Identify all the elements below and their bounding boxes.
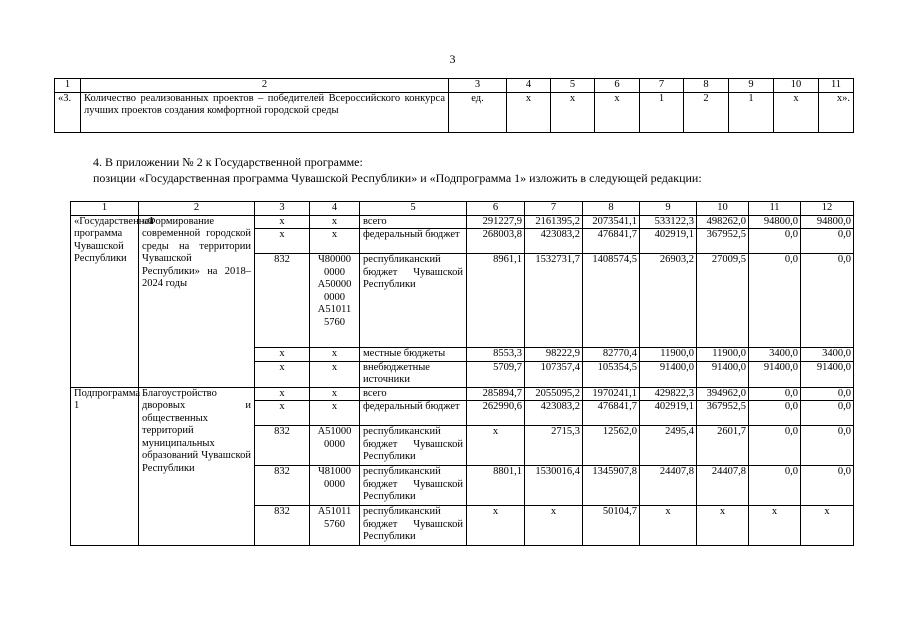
amount-cell: 91400,0 bbox=[801, 361, 854, 387]
amount-cell: 3400,0 bbox=[749, 348, 801, 362]
value-cell: x bbox=[507, 92, 551, 132]
header-cell: 8 bbox=[583, 202, 640, 216]
program-name: Подпрограмма 1 bbox=[71, 387, 139, 546]
amount-cell: 1530016,4 bbox=[525, 466, 583, 506]
header-cell: 4 bbox=[310, 202, 360, 216]
amount-cell: 423083,2 bbox=[525, 401, 583, 426]
table-header-row bbox=[71, 202, 854, 216]
amount-cell: 367952,5 bbox=[697, 401, 749, 426]
admin-code: 832 bbox=[255, 466, 310, 506]
amount-cell: 94800,0 bbox=[749, 215, 801, 229]
header-cell: 3 bbox=[255, 202, 310, 216]
amount-cell: 0,0 bbox=[749, 401, 801, 426]
funding-source: федеральный бюджет bbox=[360, 229, 467, 254]
funding-source: внебюджетные источники bbox=[360, 361, 467, 387]
header-cell: 9 bbox=[640, 202, 697, 216]
amount-cell: x bbox=[801, 506, 854, 546]
paragraph-amendment: 4. В приложении № 2 к Государственной программе: bbox=[93, 155, 363, 169]
page-number: 3 bbox=[449, 52, 456, 66]
amount-cell: 8801,1 bbox=[467, 466, 525, 506]
amount-cell: 268003,8 bbox=[467, 229, 525, 254]
target-article-code: x bbox=[310, 361, 360, 387]
program-title: Благоустройство дворовых и общественных территорий муниципальных образований Чувашской Республики bbox=[139, 387, 255, 546]
header-cell: 6 bbox=[595, 79, 640, 93]
target-article-code: x bbox=[310, 387, 360, 401]
admin-code: x bbox=[255, 229, 310, 254]
amount-cell: x bbox=[749, 506, 801, 546]
value-cell: x bbox=[595, 92, 640, 132]
amount-cell: 5709,7 bbox=[467, 361, 525, 387]
admin-code: x bbox=[255, 401, 310, 426]
program-title: «Формирование современной городской среды на территории Чувашской Республики» на 2018–2024 годы bbox=[139, 215, 255, 387]
program-name: «Государственная программа Чувашской Республики bbox=[71, 215, 139, 387]
funding-source: республиканский бюджет Чувашской Республики bbox=[360, 466, 467, 506]
amount-cell: 98222,9 bbox=[525, 348, 583, 362]
indicators-table bbox=[54, 78, 854, 133]
header-cell: 4 bbox=[507, 79, 551, 93]
funding-source: республиканский бюджет Чувашской Республики bbox=[360, 426, 467, 466]
amount-cell: 2601,7 bbox=[697, 426, 749, 466]
amount-cell: x bbox=[525, 506, 583, 546]
row-number: «3. bbox=[55, 92, 81, 132]
target-article-code: А51011 5760 bbox=[310, 506, 360, 546]
amount-cell: 498262,0 bbox=[697, 215, 749, 229]
unit-cell: ед. bbox=[449, 92, 507, 132]
funding-source: местные бюджеты bbox=[360, 348, 467, 362]
header-cell: 1 bbox=[55, 79, 81, 93]
amount-cell: 0,0 bbox=[749, 387, 801, 401]
amount-cell: 2495,4 bbox=[640, 426, 697, 466]
amount-cell: 0,0 bbox=[801, 254, 854, 348]
amount-cell: 476841,7 bbox=[583, 229, 640, 254]
amount-cell: 423083,2 bbox=[525, 229, 583, 254]
amount-cell: 0,0 bbox=[801, 387, 854, 401]
header-cell: 8 bbox=[684, 79, 729, 93]
value-cell: 2 bbox=[684, 92, 729, 132]
target-article-code: x bbox=[310, 401, 360, 426]
admin-code: x bbox=[255, 348, 310, 362]
target-article-code: x bbox=[310, 348, 360, 362]
amount-cell: 2055095,2 bbox=[525, 387, 583, 401]
amount-cell: 24407,8 bbox=[640, 466, 697, 506]
amount-cell: 0,0 bbox=[749, 254, 801, 348]
indicator-name: Количество реализованных проектов – победителей Всероссийского конкурса лучших проектов создания комфортной городской среды bbox=[81, 92, 449, 132]
funding-source: федеральный бюджет bbox=[360, 401, 467, 426]
header-cell: 9 bbox=[729, 79, 774, 93]
amount-cell: 0,0 bbox=[801, 229, 854, 254]
admin-code: x bbox=[255, 215, 310, 229]
funding-source: республиканский бюджет Чувашской Республики bbox=[360, 254, 467, 348]
amount-cell: 0,0 bbox=[801, 401, 854, 426]
amount-cell: 0,0 bbox=[749, 466, 801, 506]
admin-code: 832 bbox=[255, 254, 310, 348]
amount-cell: 0,0 bbox=[749, 229, 801, 254]
amount-cell: 8553,3 bbox=[467, 348, 525, 362]
target-article-code: Ч80000 0000 А50000 0000 А51011 5760 bbox=[310, 254, 360, 348]
amount-cell: 11900,0 bbox=[697, 348, 749, 362]
amount-cell: 105354,5 bbox=[583, 361, 640, 387]
header-cell: 12 bbox=[801, 202, 854, 216]
amount-cell: 1345907,8 bbox=[583, 466, 640, 506]
amount-cell: x bbox=[467, 426, 525, 466]
header-cell: 5 bbox=[360, 202, 467, 216]
amount-cell: 3400,0 bbox=[801, 348, 854, 362]
value-cell: 1 bbox=[729, 92, 774, 132]
header-cell: 2 bbox=[139, 202, 255, 216]
value-cell: x bbox=[551, 92, 595, 132]
header-cell: 2 bbox=[81, 79, 449, 93]
amount-cell: x bbox=[467, 506, 525, 546]
value-cell: x». bbox=[819, 92, 854, 132]
table-row bbox=[71, 215, 854, 229]
target-article-code: А51000 0000 bbox=[310, 426, 360, 466]
funding-source: всего bbox=[360, 387, 467, 401]
amount-cell: 26903,2 bbox=[640, 254, 697, 348]
admin-code: x bbox=[255, 361, 310, 387]
target-article-code: Ч81000 0000 bbox=[310, 466, 360, 506]
amount-cell: 12562,0 bbox=[583, 426, 640, 466]
funding-table bbox=[70, 201, 854, 546]
amount-cell: x bbox=[697, 506, 749, 546]
amount-cell: 91400,0 bbox=[640, 361, 697, 387]
admin-code: 832 bbox=[255, 506, 310, 546]
header-cell: 7 bbox=[640, 79, 684, 93]
amount-cell: 262990,6 bbox=[467, 401, 525, 426]
table-row bbox=[55, 92, 854, 132]
amount-cell: 394962,0 bbox=[697, 387, 749, 401]
table-header-row bbox=[55, 79, 854, 93]
amount-cell: 82770,4 bbox=[583, 348, 640, 362]
header-cell: 11 bbox=[819, 79, 854, 93]
table-row bbox=[71, 387, 854, 401]
amount-cell: 11900,0 bbox=[640, 348, 697, 362]
amount-cell: 402919,1 bbox=[640, 229, 697, 254]
value-cell: x bbox=[774, 92, 819, 132]
amount-cell: 0,0 bbox=[801, 426, 854, 466]
amount-cell: 367952,5 bbox=[697, 229, 749, 254]
amount-cell: 27009,5 bbox=[697, 254, 749, 348]
amount-cell: 50104,7 bbox=[583, 506, 640, 546]
amount-cell: 429822,3 bbox=[640, 387, 697, 401]
amount-cell: 476841,7 bbox=[583, 401, 640, 426]
amount-cell: 107357,4 bbox=[525, 361, 583, 387]
amount-cell: 91400,0 bbox=[697, 361, 749, 387]
amount-cell: 24407,8 bbox=[697, 466, 749, 506]
header-cell: 10 bbox=[774, 79, 819, 93]
amount-cell: 0,0 bbox=[749, 426, 801, 466]
amount-cell: 285894,7 bbox=[467, 387, 525, 401]
amount-cell: 2073541,1 bbox=[583, 215, 640, 229]
header-cell: 6 bbox=[467, 202, 525, 216]
admin-code: 832 bbox=[255, 426, 310, 466]
funding-source: республиканский бюджет Чувашской Республики bbox=[360, 506, 467, 546]
amount-cell: 8961,1 bbox=[467, 254, 525, 348]
amount-cell: 402919,1 bbox=[640, 401, 697, 426]
admin-code: x bbox=[255, 387, 310, 401]
funding-source: всего bbox=[360, 215, 467, 229]
header-cell: 7 bbox=[525, 202, 583, 216]
amount-cell: x bbox=[640, 506, 697, 546]
paragraph-positions: позиции «Государственная программа Чувашской Республики» и «Подпрограмма 1» изложить в следующей редакции: bbox=[93, 171, 702, 185]
amount-cell: 2715,3 bbox=[525, 426, 583, 466]
target-article-code: x bbox=[310, 229, 360, 254]
amount-cell: 291227,9 bbox=[467, 215, 525, 229]
value-cell: 1 bbox=[640, 92, 684, 132]
amount-cell: 0,0 bbox=[801, 466, 854, 506]
header-cell: 1 bbox=[71, 202, 139, 216]
amount-cell: 2161395,2 bbox=[525, 215, 583, 229]
amount-cell: 533122,3 bbox=[640, 215, 697, 229]
header-cell: 3 bbox=[449, 79, 507, 93]
header-cell: 11 bbox=[749, 202, 801, 216]
amount-cell: 94800,0 bbox=[801, 215, 854, 229]
amount-cell: 1408574,5 bbox=[583, 254, 640, 348]
amount-cell: 1970241,1 bbox=[583, 387, 640, 401]
header-cell: 5 bbox=[551, 79, 595, 93]
target-article-code: x bbox=[310, 215, 360, 229]
amount-cell: 1532731,7 bbox=[525, 254, 583, 348]
amount-cell: 91400,0 bbox=[749, 361, 801, 387]
header-cell: 10 bbox=[697, 202, 749, 216]
